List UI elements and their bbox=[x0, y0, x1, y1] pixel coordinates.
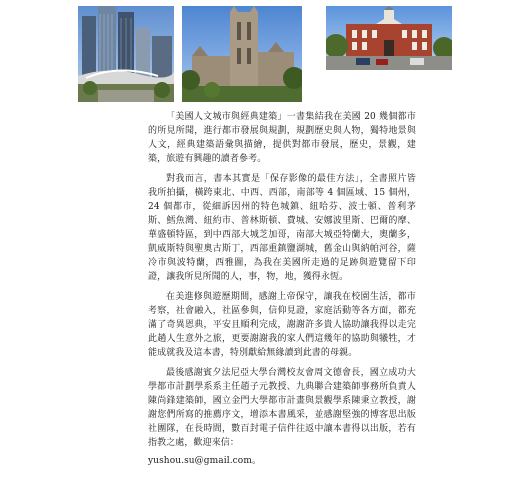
city-skyline-photo bbox=[78, 6, 174, 102]
contact-email[interactable]: yushou.su@gmail.com bbox=[148, 456, 252, 466]
red-brick-colonial-building-photo bbox=[326, 6, 452, 70]
gothic-university-tower-photo bbox=[182, 6, 302, 102]
photo-strip bbox=[78, 6, 452, 102]
preface-text bbox=[148, 110, 416, 468]
email-suffix: 。 bbox=[251, 456, 262, 466]
paragraph-intro: 「美國人文城市與經典建築」一書集結我在美國 20 幾個都市的所見所聞，進行都市發展與規劃，規劃歷史與人物，獨特地景與人文，經典建築語彙與描繪，提供對都市發展，歷史，景觀，建築，旅遊有興趣的讀者參考。 bbox=[148, 112, 416, 164]
paragraph-photography: 對我而言，書本其實是「保存影像的最佳方法」，全書照片皆我所拍攝，橫跨東北、中西、西部，南部等 4 個區域、15 個州，24 個都市，從細訴因州的特色城鎮、紐哈芬、波士頓、普利茅斯、鱈魚灣、紐約市、普林斯頓、費城、安娜波里斯、巴爾的摩、華盛頓特區，到中西部大城芝加哥，南部大城亞特蘭大，奧蘭多，凱威斯特與聖奧古斯丁，西部重鎮鹽湖城，舊金山與納帕河谷，薩冷市與波特蘭，西雅圖，為我在美國所走過的足跡與遊覽留下印證，讓我所見所聞的人，事，物，地，獲得永恆。 bbox=[148, 174, 416, 282]
paragraph-acknowledgements: 最後感謝賓夕法尼亞大學台灣校友會周文德會長，國立成功大學都市計劃學系系主任趙子元教授、九典聯合建築師事務所負責人陳尚鋒建築師，國立金門大學都市計畫與景觀學系陳秉立教授，謝謝您們所寫的推薦序文，增添本書風采，並感謝堅強的博客思出版社團隊，在長時間，數百封電子信件往返中讓本書得以出版，若有指教之處，歡迎來信： bbox=[148, 368, 416, 448]
paragraph-gratitude: 在美進修與遊歷期間，感謝上帝保守，讓我在校園生活，都市考察，社會融入，社區參與，信仰見證，家庭活動等各方面，都充滿了奇異恩典，平安且順利完成，謝謝許多貴人協助讓我得以走完此趟人生意外之旅，更要謝謝我的家人們這幾年的協助與犧牲，才能成就我及這本書，特別獻給無緣讀到此書的母親。 bbox=[148, 292, 416, 358]
contact-email-line bbox=[148, 454, 416, 468]
